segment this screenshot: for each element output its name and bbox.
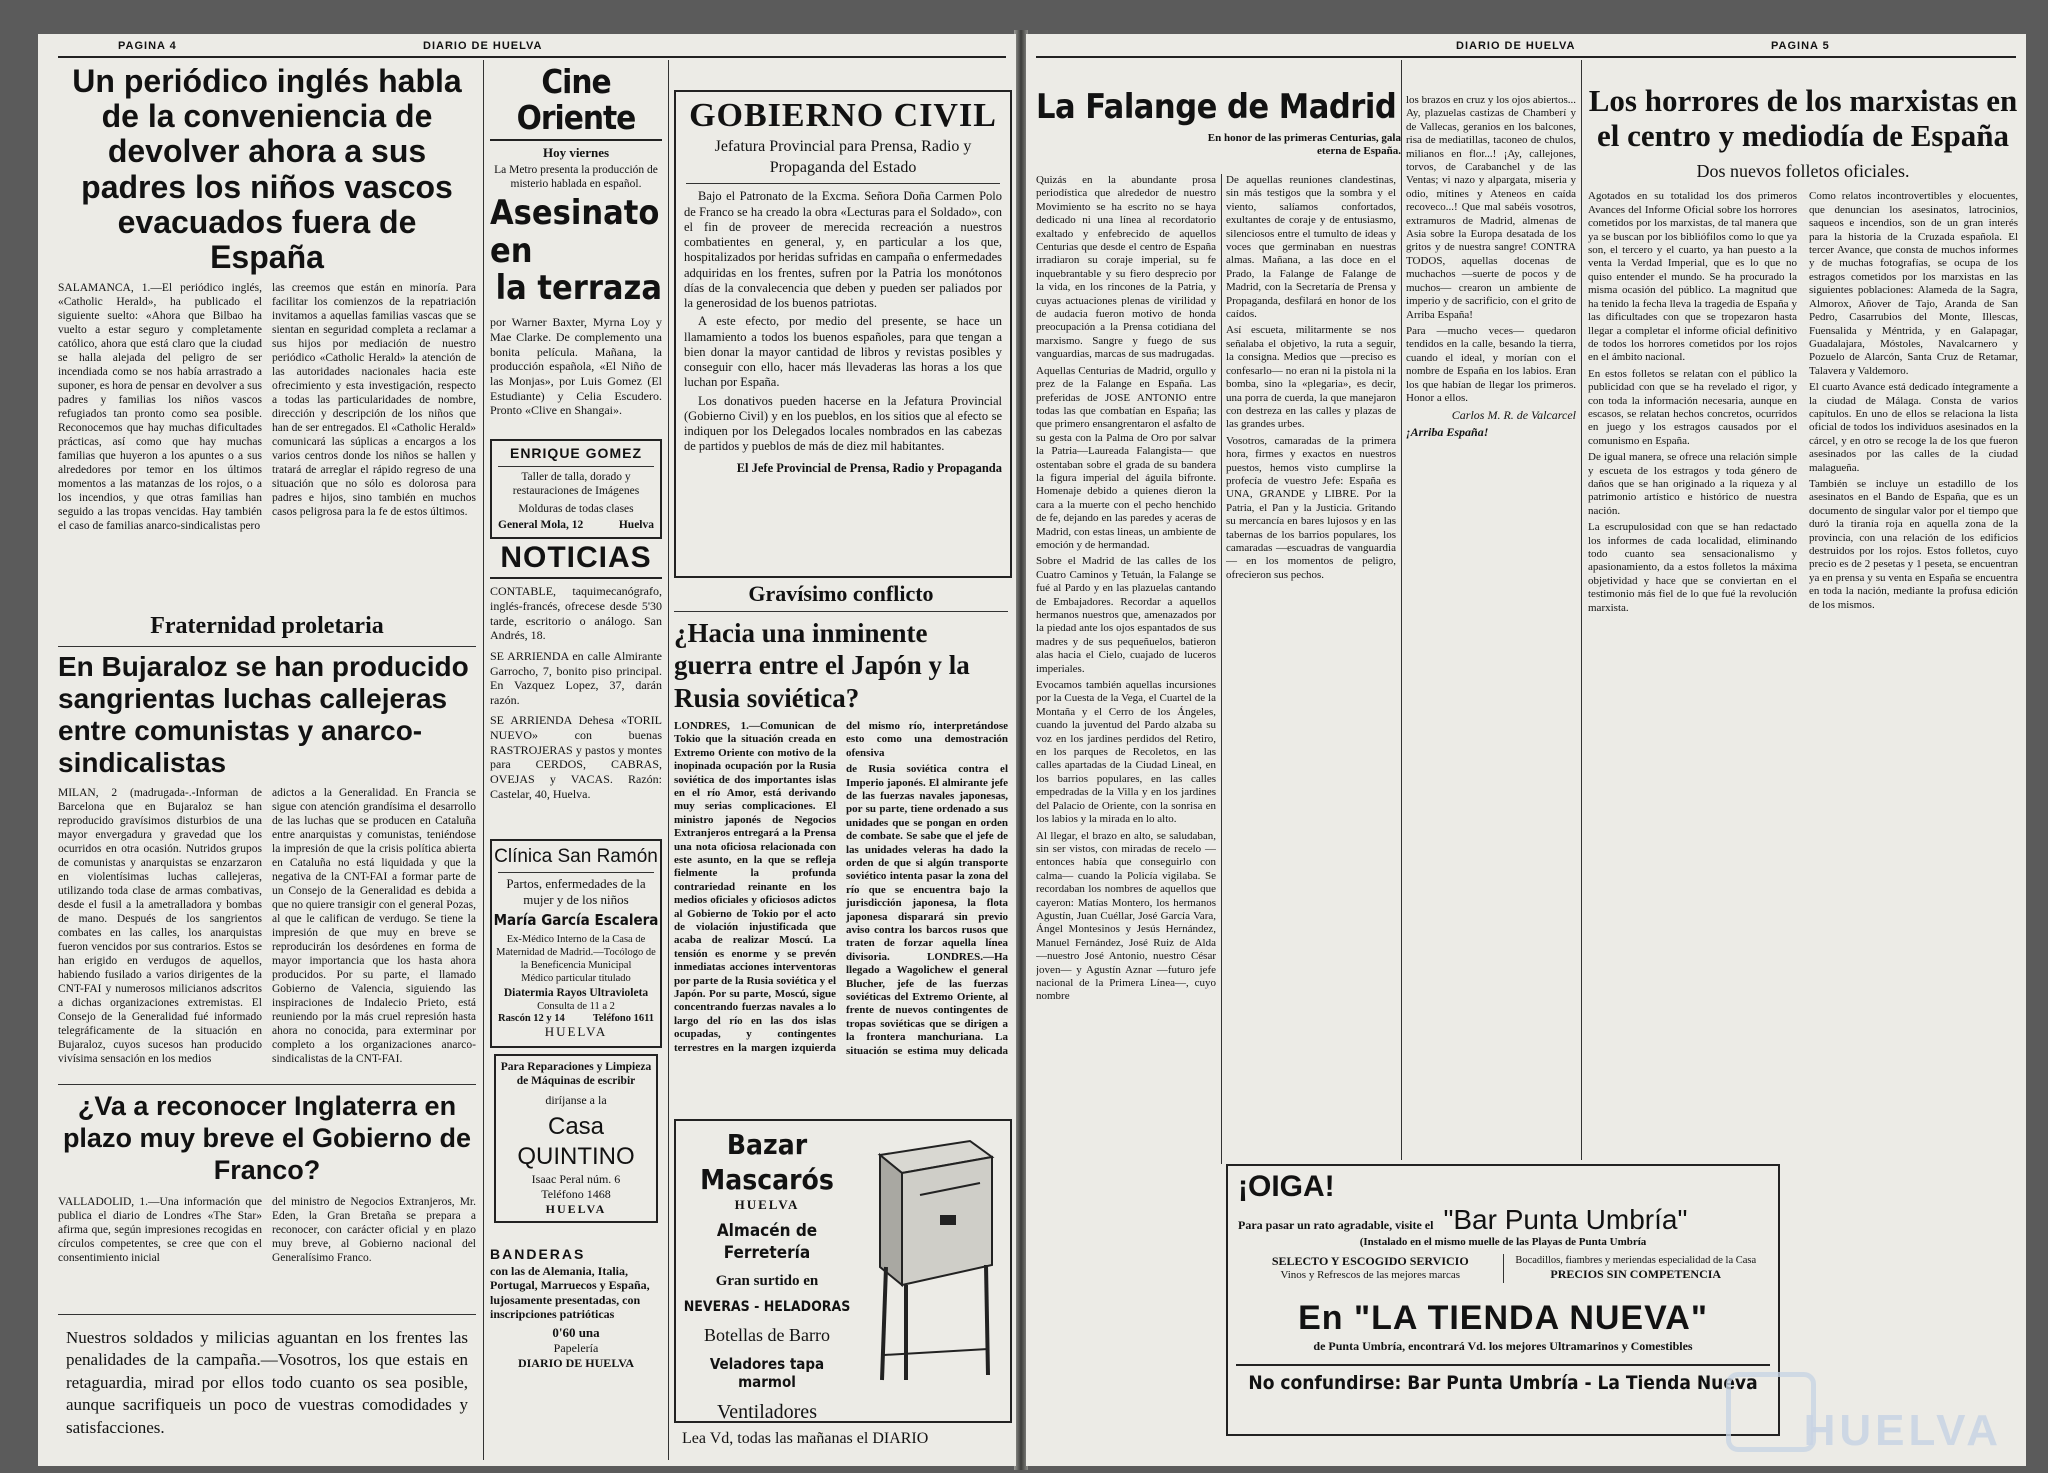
refrigerator-illustration	[860, 1135, 1000, 1385]
ad-banderas	[490, 1246, 662, 1456]
kicker: Fraternidad proletaria	[150, 614, 384, 639]
kicker: Gravísimo conflicto	[748, 582, 934, 606]
headline: ¿Hacia una inminente guerra entre el Japón y la Rusia soviética?	[674, 617, 970, 713]
cine-details: por Warner Baxter, Myrna Loy y Mae Clarke. De complemento una bonita película. Mañana, la producción española, «El Niño de las Monjas», por Luis Gomez (El Estudiante) y Celia Escudero. Pronto «Clive en Shangai».	[490, 315, 662, 418]
article-text: LONDRES, 1.—Comunican de Tokio que la situación creada en Extremo Oriente con motivo de la inopinada ocupación por la Rusia soviética de dos importantes islas en el río Amor, está derivando muy serias complicaciones. El ministro japonés de Negocios Extranjeros entregará a la Prensa una nota oficiosa relacionada con este asunto, en la que se refleja fielmente la profunda contrariedad reinante en los medios oficiales y oficiosos adictos al Gobierno de Tokio por el acto de violación injustificada que acaba de realizar Moscú. La tensión es enorme y se prevén inmediatas acciones interventoras por parte de la Rusia soviética y el Japón. Por su parte, Moscú, sigue concentrando fuerzas navales a lo largo del río en las dos islas ocupadas, y contingentes terrestres en la margen izquierda del mismo río, interpretándose esto como una demostración ofensiva	[674, 719, 1008, 1054]
ad-line: Para Reparaciones y Limpieza de Máquinas de escribir	[500, 1061, 652, 1088]
ad-name: ENRIQUE GOMEZ	[509, 445, 642, 461]
clinic-address: Rascón 12 y 14	[498, 1013, 565, 1024]
ad-line: PRECIOS SIN COMPETENCIA	[1550, 1266, 1722, 1281]
shop-city: HUELVA	[545, 1201, 607, 1216]
falange-header	[1036, 89, 1401, 169]
article-text: De igual manera, se ofrece una relación simple y escueta de los estragos y toda género de daños que se han originado a la riqueza y al patrimonio artístico e histórico de nuestra nación.	[1588, 451, 1797, 517]
clinic-name: Clínica San Ramón	[494, 846, 658, 867]
article-bujaraloz	[58, 614, 476, 1084]
classifieds-noticias	[490, 542, 662, 832]
ad-text: con las de Alemania, Italia, Portugal, Marruecos y España, lujosamente presentadas, con inscripciones patrióticas	[490, 1263, 650, 1322]
footer-text: Lea Vd, todas las mañanas el DIARIO	[682, 1430, 929, 1447]
headline: ¿Va a reconocer Inglaterra en plazo muy breve el Gobierno de Franco?	[62, 1091, 472, 1185]
article-text: Aquellas Centurias de Madrid, orgullo y prez de la Falange en España. Las preferidas de JOSE ANTONIO entre todas las que combatían en España; las que primero ensangrentaron el asfalto de su gesta con la Palma de Oro por salvar la Patria—Laureada Falangista— que ostentaban sobre el grada de su bandera la figura imperial del águila bifronte. Homenaje debido a quienes dieron la cara a la muerte con el pecho henchido de fe, dejando en las paredes y aceras de Madrid, con estas lineas, un ambiente de emoción y de hermandad.	[1036, 364, 1216, 551]
tienda-name: En "LA TIENDA NUEVA"	[1298, 1298, 1708, 1337]
classified-item: SE ARRIENDA en calle Almirante Garrocho, 7, bonito piso principal. En Vazquez Lopez, 37, darán razón.	[490, 648, 662, 707]
ad-line: Médico particular titulado	[521, 973, 631, 985]
article-text: de Rusia soviética contra el Imperio japonés. El almirante jefe de las fuerzas navales japonesas, por su parte, tiene ordenado a sus unidades que se pongan en orden de combate. Se sabe que el jefe de las unidades veleras ha dado la orden de que si algún transporte soviético intenta pasar la zona del río que se encuentra bajo la jurisdicción japonesa, la flota japonesa disparará sin previo aviso contra los barcos rusos que traten de forzar aquella línea divisoria. LONDRES.—Ha llegado a Wagolichew el general Blucher, jefe de las fuerzas soviéticas del Extremo Oriente, al frente de nuevos contingentes de tropas soviéticas que se dirigen a la frontera manchuriana. La situación se estima muy delicada	[846, 763, 1008, 1057]
ad-line: Almacén de Ferretería	[716, 1221, 818, 1263]
ad-line: Taller de talla, dorado y restauraciones de Imágenes	[512, 470, 640, 497]
article-text: Agotados en su totalidad los dos primeros Avances del Informe Oficial sobre los horrores cometidos por los marxistas, de tal manera que ya se buscan por los bibliófilos como lo que ya son, el tercero y el cuarto, ya han puesto a la venta la Verdad Imperial, que es lo que no quiso entender el mundo. Se ha procurado la misma ocasión del público. La magnitud que ha tenido la fecha lleva la tragedia de España y las dificultades con que se tropezaron hasta llegar a completar el informe oficial definitivo de todos los horrores cometidos por los rojos en el ámbito nacional.	[1588, 190, 1797, 364]
top-rule	[1036, 56, 2016, 58]
masthead-right: DIARIO DE HUELVA	[1456, 40, 1576, 52]
ad-enrique-gomez	[490, 439, 662, 539]
article-text: MILAN, 2 (madrugada-.-Informan de Barcelona que en Bujaraloz se han reproducido gravísimos disturbios de una mayor envergadura y gravedad que los ocurridos en otra ocasión. Nutridos grupos de comunistas y anarquistas se enzarzaron en violentísimas luchas callejeras, utilizando toda clase de armas combativas, desde el fusil a la ametralladora y bombas de mano. Después de los sangrientos combates en las calles, los anarquistas fueron vencidos por sus contrarios. Estos se han erigido en verdugos de aquellos, habiendo fusilado a varios dirigentes de la CNT-FAI y numerosos milicianos adscritos a dichas organizaciones extremistas. El Consejo de la Generalidad fué informado telegráficamente de la situación en Bujaraloz, cuyos sucesos han producido vivísima sensación en los medios	[58, 786, 262, 1065]
box-gobierno-civil	[674, 90, 1012, 578]
ad-footer: No confundirse: Bar Punta Umbría - La Tienda Nueva	[1248, 1372, 1758, 1394]
shop-address: Isaac Peral núm. 6	[531, 1171, 621, 1186]
cine-title: Cine Oriente	[516, 64, 636, 137]
article-text: Evocamos también aquellas incursiones por la Cuesta de la Vega, el Cuartel de la Montaña y el Cerro de los Ángeles, cuando la juventud del Pardo alzaba su voz en los jardines perdidos del Retiro, en los parques de Recoletos, en las calles apartadas de la Ciudad Lineal, en los barrios populares, en las calles empedradas de la Villa y en los jardines del Palacio de Oriente, con la sonrisa en los labios y la mirada en lo alto.	[1036, 679, 1216, 826]
top-rule	[58, 56, 1006, 58]
headline: Un periódico inglés habla de la conveniencia de devolver ahora a sus padres los niños vascos evacuados fuera de España	[72, 64, 462, 275]
article-text: las creemos que están en minoría. Para facilitar los comienzos de la repatriación invitamos a aquellas familias vascas que se sientan en seguridad completa a reclamar a sus hijos por mediación de nuestro periódico «Catholic Herald» la atención de las autoridades nacionales hacia este ofrecimiento y esta investigación, respecto a todas las particularidades de nombre, dirección y descripción de los niños que han de ser entregados. El «Catholic Herald» comunicará las súplicas a encargos a los varios centros donde los niños se hallen y tratará de arreglar el rápido regreso de una situación que no sólo es dolorosa para padres e hijos, sino también en muchos casos peligrosa para la fe de estos últimos.	[272, 282, 476, 519]
headline: La Falange de Madrid	[1036, 89, 1397, 127]
watermark: HUELVA	[1803, 1406, 2002, 1455]
film-title-2: la terraza	[495, 268, 662, 309]
box-text: Bajo el Patronato de la Excma. Señora Doña Carmen Polo de Franco se ha creado la obra «Lecturas para el Soldado», con el fin de proveer de merecida recreación a nuestros combatientes en general, y, en particular a los que, hospitalizados por heridas sufridas en campaña o enfermedades adquiridas en los frentes, sufren por la Patria los monótonos días de la convalecencia que deben y pueden ser paliados por la generosidad de los buenos patriotas.	[684, 189, 1002, 311]
article-text: Así escueta, militarmente se nos señalaba el objetivo, la ruta a seguir, la consigna. Medios que —preciso es confesarlo— no eran ni la pistola ni la bomba, sino la «plegaria», es decir, una porra de cuerda, la que manejaron con destreza en las calles y plazas de las grandes urbes.	[1226, 324, 1396, 431]
article-text: De aquellas reuniones clandestinas, sin más testigos que la sombra y el viento, salíamos confortados, exultantes de coraje y de entusiasmo, silenciosos entre el tumulto de ideas y voces que germinaban en nuestras almas. Mañana, a las doce en el Prado, la Falange de Falange de Madrid, con la Secretaría de Prensa y Propaganda, desfilará en honor de los caídos.	[1226, 174, 1396, 321]
article-ninos-vascos	[58, 64, 476, 609]
ad-shop-2: DIARIO DE HUELVA	[517, 1356, 635, 1371]
column-rule	[1581, 60, 1582, 1160]
subtitle: Dos nuevos folletos oficiales.	[1696, 161, 1910, 182]
ad-bar-punta-umbria	[1226, 1164, 1780, 1436]
article-horrores	[1588, 84, 2018, 1164]
ad-title: BANDERAS	[490, 1246, 586, 1262]
article-text: Al llegar, el brazo en alto, se saludaban, sin ser vistos, con miradas de recelo —entonces había que conseguirlo con calma— cuando la Policía vigilaba. Se recordaban los nombres de aquellos que cayeron: Matías Montero, los hermanos Agustín, Juan Cuéllar, José García Vara, Ángel Montesinos y Jesús Hernández, Manuel Fernández, José Ruiz de Alda —nuestro José Antonio, nuestro César joven— y Agustín Aznar —futuro jefe nacional de la Primera Línea—, cuyo nombre	[1036, 829, 1216, 1003]
ad-line: diríjanse a la	[545, 1092, 607, 1107]
ad-shop: Papelería	[553, 1341, 599, 1356]
clinic-city: HUELVA	[544, 1024, 608, 1039]
ad-bazar-mascaros	[674, 1119, 1012, 1423]
column-rule	[668, 60, 669, 1460]
page-number-left: PAGINA 4	[118, 40, 177, 52]
ad-line: Ventiladores	[717, 1401, 817, 1423]
ad-line: Vinos y Refrescos de las mejores marcas	[1280, 1268, 1461, 1281]
shop-name: Casa QUINTINO	[517, 1112, 635, 1170]
ad-line: Botellas de Barro	[704, 1325, 830, 1345]
article-signoff: ¡Arriba España!	[1406, 425, 1489, 440]
page-number-right: PAGINA 5	[1771, 40, 1830, 52]
box-subtitle: Jefatura Provincial para Prensa, Radio y Propaganda del Estado	[714, 137, 972, 176]
bar-name: "Bar Punta Umbría"	[1443, 1204, 1688, 1235]
clinic-phone: Teléfono 1611	[592, 1013, 654, 1024]
box-text: Los donativos pueden hacerse en la Jefatura Provincial (Gobierno Civil) y en los pueblos, en los sitios que al efecto se indiquen por los Delegados locales nombrados en las cabezas de partidos y pueblos de más de diez mil habitantes.	[684, 393, 1002, 454]
film-title-1: Asesinato en	[490, 193, 660, 271]
ad-price: 0'60 una	[552, 1325, 600, 1340]
ad-city: Huelva	[618, 518, 654, 531]
ad-line: Ex-Médico Interno de la Casa de Maternidad de Madrid.—Tocólogo de la Beneficencia Municipal	[496, 934, 656, 972]
box-signature: El Jefe Provincial de Prensa, Radio y Propaganda	[736, 460, 1002, 475]
cine-day: Hoy viernes	[542, 145, 610, 161]
falange-col-3	[1406, 94, 1576, 1159]
ad-line: (Instalado en el mismo muelle de las Playas de Punta Umbría	[1359, 1236, 1647, 1248]
article-inglaterra	[58, 1084, 476, 1309]
article-japon-rusia	[674, 582, 1008, 1127]
left-page	[38, 34, 1016, 1466]
article-text: También se incluye un estadillo de los asesinatos en el Bando de España, que es un documento de singular valor por el tiempo que duró la tiranía roja en aquella zona de la provincia, con una relación de los edificios destruidos por los rojos. Estos folletos, cuyo precio es de 2 pesetas y 1 peseta, se encuentran ya en prensa y su venta en España se encuentra en toda la nación, mediante la profusa edición de los mismos.	[1809, 477, 2018, 611]
ad-intro: Para pasar un rato agradable, visite el	[1238, 1218, 1434, 1232]
article-text: del ministro de Negocios Extranjeros, Mr. Eden, la Gran Bretaña se prepara a reconocer, con carácter oficial y en plazo muy breve, al Gobierno nacional del Generalísimo Franco.	[272, 1195, 476, 1264]
article-text: La escrupulosidad con que se han redactado los informes de cada localidad, eliminando todo cuanto sea sensacionalismo y apasionamiento, da a estos folletos la máxima objetividad y hace que se conviertan en el testimonio más fiel de lo que fué la revolución marxista.	[1588, 521, 1797, 614]
falange-col-2	[1226, 174, 1396, 1159]
article-text: En estos folletos se relatan con el público la publicidad con que se ha revelado el rigor, y con toda la información necesaria, aunque en escasos, se relatan hechos concretos, ocurridos en juego y los estragos causados por el comunismo en España.	[1588, 367, 1797, 447]
ad-oiga: ¡OIGA!	[1238, 1170, 1335, 1203]
article-text: SALAMANCA, 1.—El periódico inglés, «Catholic Herald», ha publicado el siguiente suelto: «Ahora que Bilbao ha vuelto a estar seguro y completamente católico, ahora que está claro que la ciudad se halla alejada del peligro de ser incendiada como se nos había arrastrado a suponer, es hora de pensar en devolver a sus padres y familias los niños vascos refugiados tan pronto como sea posible. Reconocemos que hay muchas dificultades prácticas, así como que hay muchas familias que huyeron a los apuntes o a sus alrededores por temor en los últimos momentos a las matanzas de los rojos, o a los incendios, y que otras familias han seguido a las tropas vencidas. Hay también el caso de familias anarco-sindicalistas pero	[58, 282, 262, 533]
ad-line: Gran surtido en	[715, 1272, 819, 1289]
classified-item: SE ARRIENDA Dehesa «TORIL NUEVO» con buenas RASTROJERAS y pastos y montes para CERDOS, CABRAS, OVEJAS y VACAS. Razón: Castelar, 40, Huelva.	[490, 713, 662, 801]
ad-line: Veladores tapa marmol	[709, 1354, 825, 1392]
box-text: A este efecto, por medio del presente, se hace un llamamiento a todos los buenos españoles, para que tengan a bien donar la mayor cantidad de libros y revistas posibles y conseguir con ello, hacer más llevaderas las horas a los que luchan por España.	[684, 314, 1002, 390]
ad-line: Consulta de 11 a 2	[537, 1000, 615, 1012]
column-rule	[1221, 174, 1222, 1164]
masthead-left: DIARIO DE HUELVA	[423, 40, 543, 52]
headline: Los horrores de los marxistas en el centro y mediodía de España	[1588, 84, 2018, 153]
footer-lea	[674, 1426, 1008, 1456]
article-text: los brazos en cruz y los ojos abiertos... Ay, plazuelas castizas de Chamberí y de Vallecas, geranios en los balcones, risa de mediatillas, taconeo de chulos, milianos en flor...! ¡Ay, callejones, torvos, de Carabanchel y de las Ventas; vi nazo y alpargata, miseria y odio, mítines y Ateneos en caída recoveco...! Que mal sabéis vosotros, extramuros de Madrid, almenas de Asia sobre la Europa desatada de los gritos y de nuestra sangre! CONTRA TODOS, aquellas docenas de muchachos —suerte de pocos y de muchos— crearon un ambiente de imperio y de sacrificio, con el grito de Arriba España!	[1406, 94, 1576, 321]
article-text: Sobre el Madrid de las calles de los Cuatro Caminos y Tetuán, la Falange se fué al Pardo y en las plazuelas cantando de Embajadores. Recordar a aquellos hermanos nuestros que, amenazados por la piedad ante los ojos espantados de sus madres y de sus pequeñuelos, batieron alas hacia el Cielo, cuajado de luceros imperiales.	[1036, 555, 1216, 675]
shop-name: Bazar Mascarós	[700, 1128, 834, 1196]
ad-clinica-san-ramon	[490, 839, 662, 1048]
shop-city: HUELVA	[734, 1197, 800, 1212]
notice-soldados	[58, 1314, 476, 1455]
article-text: Para —mucho veces— quedaron tendidos en la calle, besando la tierra, cuando el ideal, y morían con el nombre de España en los labios. Eran los que habían de llegar los primeros. Honor a ellos.	[1406, 324, 1576, 404]
article-text: Quizás en la abundante prosa periodística que alrededor de nuestro Movimiento se ha escrito no se haya dedicado ni una línea al recordatorio exaltado y enfebrecido de aquellos Centurias que desde el centro de España irradiaron su coraje imperial, su fe inquebrantable y su fiero desprecio por la vida, en los rincones de la Patria, y cuyas actuaciones plenas de virilidad y de audacia fueron motivo de honda preocupación a la Prensa cotidiana del marxismo. Sangre y fuego de sus vanguardias, marcas de sus madrugadas.	[1036, 174, 1216, 361]
right-page	[1026, 34, 2026, 1466]
ad-line: Partos, enfermedades de la mujer y de los niños	[506, 875, 646, 907]
falange-col-1	[1036, 174, 1216, 1159]
ad-line: Molduras de todas clases	[518, 503, 634, 516]
ad-line: Diatermia Rayos Ultravioleta	[503, 986, 649, 999]
ad-line: de Punta Umbría, encontrará Vd. los mejores Ultramarinos y Comestibles	[1313, 1339, 1693, 1353]
article-signature: Carlos M. R. de Valcarcel	[1451, 408, 1576, 423]
ad-line: Bocadillos, fiambres y meriendas especialidad de la Casa	[1515, 1254, 1757, 1266]
article-text: El cuarto Avance está dedicado íntegramente a la ciudad de Málaga. Consta de varios capítulos. En uno de ellos se relaciona la lista oficial de todos los individuos asesinados en la cárcel, y en otro se recoge la de los que fueron asesinados por las calles de la ciudad malagueña.	[1809, 381, 2018, 474]
library-stamp-icon	[1726, 1372, 1816, 1452]
classifieds-title: NOTICIAS	[500, 542, 652, 574]
article-text: adictos a la Generalidad. En Francia se sigue con atención grandísima el desarrollo de las luchas que se producen en Cataluña entre anarquistas y comunistas, teniéndose la impresión de que la crisis política abierta en Cataluña no está liquidada y que la negativa de la CNT-FAI a formar parte de un Consejo de la Generalidad es debida a que no quiere transigir con el general Pozas, al que le califican de verdugo. Se tiene la impresión de que muy en breve se reproducirán los desórdenes en forma de mayor importancia que los hasta ahora producidos. Por su parte, el llamado Gobierno de Valencia, siguiendo las inspiraciones de Indalecio Prieto, está reuniendo por la más cruel represión hasta ahora no conocida, para exterminar por completo a los organizaciones anarco-sindicalistas de la CNT-FAI.	[272, 786, 476, 1065]
article-text: Como relatos incontrovertibles y elocuentes, que denuncian los asesinatos, latrocinios, saqueos e incendios, son de un gran interés para la historia de la Cruzada española. El tercer Avance, que consta de muchos informes y de muchas fotografías, se ocupa de los estragos cometidos por los marxistas en las siguientes poblaciones: Alameda de la Sagra, Almorox, Añover de Tajo, Aranda de San Pedro, Casarrubios del Monte, Illescas, Fuensalida y Méntrida, y en Galapagar, Guadalajara, Móstoles, Navalcarnero y Pozuelo de Alarcón, Santa Cruz de Retamar, Talavera y Valdemoro.	[1809, 190, 2018, 377]
box-title: GOBIERNO CIVIL	[689, 97, 997, 134]
ad-cine-oriente	[490, 64, 662, 454]
notice-text: Nuestros soldados y milicias aguantan en los frentes las penalidades de la campaña.—Vosotros, los que estais en retaguardia, mirad por ellos todo cuanto os sea posible, aunque sacrifiqueis un poco de vuestras comodidades y satisfacciones.	[66, 1328, 468, 1437]
ad-line: SELECTO Y ESCOGIDO SERVICIO	[1271, 1253, 1469, 1268]
subtitle: En honor de las primeras Centurias, gala eterna de España.	[1207, 131, 1401, 157]
article-text: VALLADOLID, 1.—Una información que publica el diario de Londres «The Star» afirma que, según impresiones recogidas en círculos competentes, se cree que con el consentimiento inicial	[58, 1195, 262, 1264]
shop-phone: Teléfono 1468	[541, 1186, 611, 1201]
doctor-name: María García Escalera	[493, 911, 659, 930]
column-rule	[1401, 60, 1402, 1160]
article-text: Vosotros, camaradas de la primera hora, firmes y exactos en nuestros puestos, hemos visto cumplirse la profecía de vuestro Jefe: España es UNA, GRANDE y LIBRE. Por la Patria, el Pan y la Justicia. Gritando su mercancía en bares lujosos y en las tabernas de los barrios populares, los camaradas —escuadras de vanguardia— en los momentos de peligro, ofrecieron sus pechos.	[1226, 434, 1396, 581]
column-rule	[483, 60, 484, 1460]
headline: En Bujaraloz se han producido sangrientas luchas callejeras entre comunistas y anarco-sindicalistas	[58, 650, 469, 779]
ad-casa-quintino	[490, 1052, 662, 1242]
classified-item: CONTABLE, taquimecanógrafo, inglés-francés, ofrecese desde 5'30 tarde, escritorio o análogo. San Andrés, 18.	[490, 584, 662, 643]
cine-intro: La Metro presenta la producción de misterio hablada en español.	[494, 164, 658, 191]
ad-line: NEVERAS - HELADORAS	[683, 1298, 851, 1315]
ad-address: General Mola, 12	[498, 518, 584, 531]
